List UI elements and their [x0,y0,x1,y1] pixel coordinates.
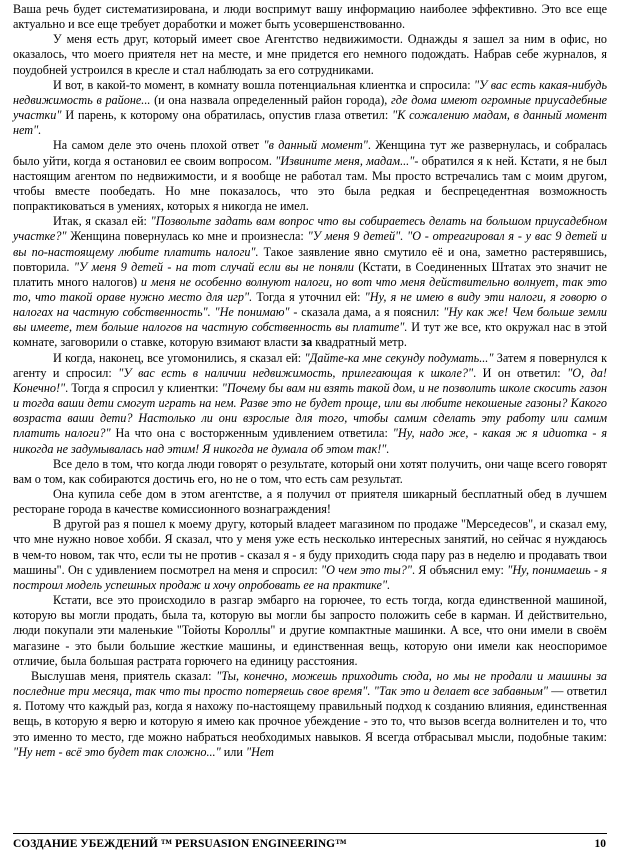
text-run: Такое заявление явно смутило её и она, заметно растерявшись, повторила. [13,244,608,274]
text-run: . И он ответил: [473,365,568,380]
page-footer [13,838,606,851]
text-run: Кстати, все это происходило в разгар эмбарго на горючее, то есть тогда, когда единственной машиной, которую вы могли продать, была та, которую вы могли бы запросто положить себе в карман. И действительно, люди покупали эти маленькие "Тойоты Короллы" и другие компактные машинки. А все, что они имели в своём магазине - это были большие жесткие машины, и единственная вещь, которую они имели как неоспоримое отличие, была большая растрата горючего на единицу расстояния. [13,593,607,668]
paragraph [13,138,607,214]
paragraph [13,78,607,139]
text-run: И вот, в какой-то момент, в комнату вошла потенциальная клиентка и спросила: [53,77,475,92]
italic-quote: "К сожалению мадам, в данный момент нет". [13,108,607,138]
text-run: На что она с восторженным удивлением ответила: [110,426,393,441]
text-run: (и она назвала определенный район города), [150,92,392,107]
text-run: - сказала дама, а я пояснил: [289,305,444,320]
italic-quote: "в данный момент" [263,138,368,153]
text-run: И парень, к которому она обратилась, опустив глаза ответил: [61,108,393,123]
italic-quote: "Ну, надо же, - какая ж я идиотка - я никогда не задумывалась над этим! Я никогда не думала об этом так!". [13,426,608,456]
bold-text: за [301,335,313,350]
text-run: Тогда я уточнил ей: [252,289,365,304]
paragraph [13,351,607,457]
italic-quote: "Почему бы вам ни взять такой дом, и не позволить школе скосить газон и тогда ваши дети смогут играть на нем. Разве это не будет проще, или вы любите некошеные газоны? Какого возраста ваши дети? Настолько ли они взрослые для того, чтобы самим сделать эту работу или самим платить налоги?" [13,380,607,441]
paragraph [13,457,607,487]
italic-quote: "О чем это ты?" [321,562,412,577]
text-run: . Тогда я спросил у клиентки: [65,380,222,395]
italic-quote: "Ну, понимаешь - я построил модель успешных продаж и хочу опробовать ее на практике". [13,562,607,592]
text-run: или [220,744,246,759]
text-run: квадратный метр. [312,335,407,350]
text-run: На самом деле это очень плохой ответ [53,138,264,153]
italic-quote: "Позвольте задать вам вопрос что вы собираетесь делать на большом приусадебном участке?" [13,214,608,244]
text-run: (Кстати, в Соединенных Штатах это значит не платить много налогов) [13,259,607,289]
italic-quote: "Ну как же! Чем больше земли вы имеете, тем больше налогов на частную собственность вы платите". [13,305,607,335]
italic-quote: "У меня 9 детей - на тот случай если вы не поняли [73,259,354,274]
footer-title: СОЗДАНИЕ УБЕЖДЕНИЙ ™ PERSUASION ENGINEERING™ [13,838,347,850]
text-run: Затем я повернулся к агенту и спросил: [13,350,607,380]
text-run: Она купила себе дом в этом агентстве, а я получил от приятеля шикарный бесплатный обед в лучшем ресторане города в качестве комиссионного вознаграждения! [13,487,607,517]
text-run: Итак, я сказал ей: [53,214,151,229]
page-number: 10 [594,838,606,850]
text-run: Выслушав меня, приятель сказал: [31,668,217,683]
paragraph [13,669,607,760]
text-run: . Я объяснил ему: [411,562,508,577]
text-run: В другой раз я пошел к моему другу, который владеет магазином по продаже "Мерседесов", и сказал ему, что мне нужно новое хобби. Я сказал, что у меня уже есть несколько интересных занятий, но сейчас я нуждаюсь в чем-то новом, так что, если ты не против - сказал я - я буду приходить сюда пару раз в неделю и продавать твои машины". Он с удивлением посмотрел на меня и спросил: [13,517,607,577]
paragraph [13,214,607,350]
italic-quote: и меня не особенно волнуют налоги, но вот что меня действительно волнует, так это то, что такой ораве нужно место для игр". [13,274,607,304]
paragraph [13,32,607,77]
text-run: У меня есть друг, который имеет свое Агентство недвижимости. Однажды я зашел за ним в офис, но оказалось, что моего приятеля нет на месте, и мне придется его немного подождать. Набрав себе журналов, я поудобней устроился в кресле и стал наблюдать за его сотрудниками. [13,32,607,77]
text-run: Ваша речь будет систематизирована, и люди воспримут вашу информацию наиболее эффективно. Это все еще актуально и все еще требует доработки и может быть усовершенствованно. [13,2,607,32]
paragraph [13,487,607,517]
italic-quote: "У вас есть в наличии недвижимость, прилегающая к школе?" [118,365,474,380]
italic-quote: "У вас есть какая-нибудь недвижимость в районе... [13,77,608,107]
italic-quote: "Ты, конечно, можешь приходить сюда, но мы не продали и машины за последние три месяца, так что ты просто потеряешь свое время". "Так это и делает все забавным" [13,668,607,699]
paragraph [13,593,607,669]
text-run: — ответил я. Потому что каждый раз, когда я нахожу по-настоящему правильный подход к созданию влияния, единственная вещь, в которую я верю и которую я имею как прочное убеждение - это то, что вызов всегда волнителен и то, что это именно то место, где можно набраться необходимых навыков. Я всегда отбрасывал мысли, подобные таким: [13,684,607,744]
paragraph [13,517,607,593]
italic-quote: "Нет [245,744,274,759]
italic-quote: "Ну нет - всё это будет так сложно..." [13,744,221,759]
text-run: И тут же все, кто окружал нас в этой комнате, заговорили о ставке, которую взимают власти [13,320,607,350]
text-run: - обратился я к ней. Кстати, я не был настоящим агентом по недвижимости, и я вообще не работал там. Мы просто встречались там с моим другом, чтобы вместе пообедать. Но мне показалось, что это была редкая и беспрецедентная возможность попрактиковаться в умениях, которых я никогда не имел. [13,153,608,214]
italic-quote: "Извините меня, мадам..." [275,153,415,168]
footer-rule [13,833,607,834]
italic-quote: где дома имеют огромные приусадебные участки" [13,92,607,123]
italic-quote: "У меня 9 детей". "О - отреагировал я - у вас 9 детей и вы по-настоящему любите платить налоги". [13,229,608,259]
text-run: . Женщина тут же развернулась, и собралась было уйти, когда я остановил ее своим вопросом. [13,138,607,168]
italic-quote: "Ну, я не имею в виду эти налоги, я говорю о налогах на частную собственность". "Не понимаю" [13,289,607,320]
text-run: Женщина повернулась ко мне и произнесла: [66,229,308,244]
text-run: И когда, наконец, все угомонились, я сказал ей: [53,350,305,365]
text-run: Все дело в том, что когда люди говорят о результате, который они хотят получить, они чаще всего говорят вам о том, как собираются достичь его, но не о том, что есть сам результат. [13,456,607,486]
italic-quote: "О, да! Конечно!" [13,365,607,395]
italic-quote: "Дайте-ка мне секунду подумать..." [304,350,494,365]
body-text [13,2,607,760]
paragraph [13,2,607,32]
